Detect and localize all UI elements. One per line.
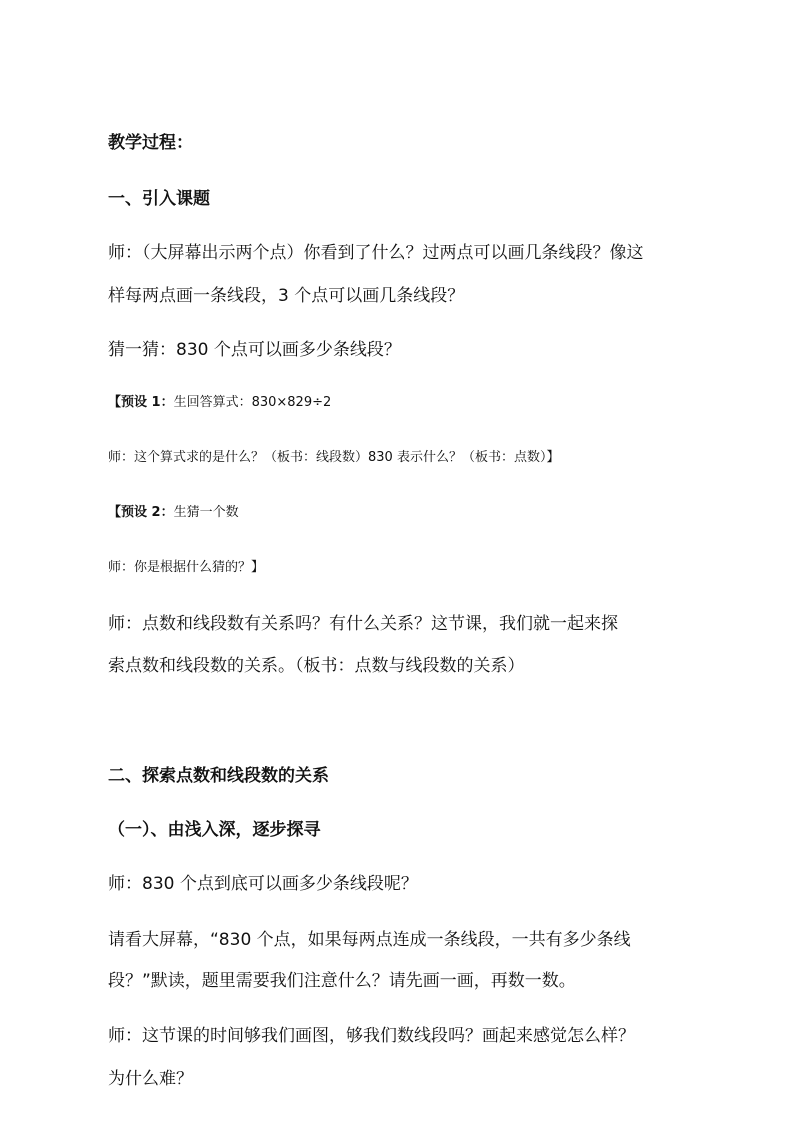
section2-p2-line1: 请看大屏幕，“830 个点，如果每两点连成一条线段，一共有多少条线 [108, 930, 631, 950]
preset2-label: 【预设 2： [108, 505, 174, 520]
preset2 [108, 501, 239, 520]
preset1 [108, 391, 331, 410]
section1-title: 一、引入课题 [108, 189, 210, 209]
section2-p2-line2: 段？”默读，题里需要我们注意什么？请先画一画，再数一数。 [108, 971, 576, 991]
section1-p1-line1: 师：（大屏幕出示两个点）你看到了什么？过两点可以画几条线段？像这 [108, 243, 644, 263]
section1-p1-line2: 样每两点画一条线段，3 个点可以画几条线段？ [108, 286, 465, 306]
preset1-followup: 师：这个算式求的是什么？（板书：线段数）830 表示什么？（板书：点数）】 [108, 450, 560, 465]
section2-sub1-title: （一）、由浅入深，逐步探寻 [108, 820, 321, 840]
preset2-followup: 师：你是根据什么猜的？】 [108, 560, 265, 575]
section2-p3-line2: 为什么难？ [108, 1069, 193, 1089]
section1-p3-line2: 索点数和线段数的关系。（板书：点数与线段数的关系） [108, 656, 525, 676]
section2-p1: 师：830 个点到底可以画多少条线段呢？ [108, 874, 418, 894]
section1-guess: 猜一猜：830 个点可以画多少条线段？ [108, 340, 401, 360]
section2-title: 二、探索点数和线段数的关系 [108, 766, 329, 786]
heading-teaching-process: 教学过程： [108, 133, 193, 153]
section2-p3-line1: 师：这节课的时间够我们画图，够我们数线段吗？画起来感觉怎么样？ [108, 1026, 635, 1046]
section1-p3-line1: 师：点数和线段数有关系吗？有什么关系？这节课，我们就一起来探 [108, 614, 618, 634]
preset2-text: 生猜一个数 [173, 505, 239, 520]
preset1-label: 【预设 1： [108, 395, 174, 410]
preset1-text: 生回答算式：830×829÷2 [173, 395, 332, 410]
